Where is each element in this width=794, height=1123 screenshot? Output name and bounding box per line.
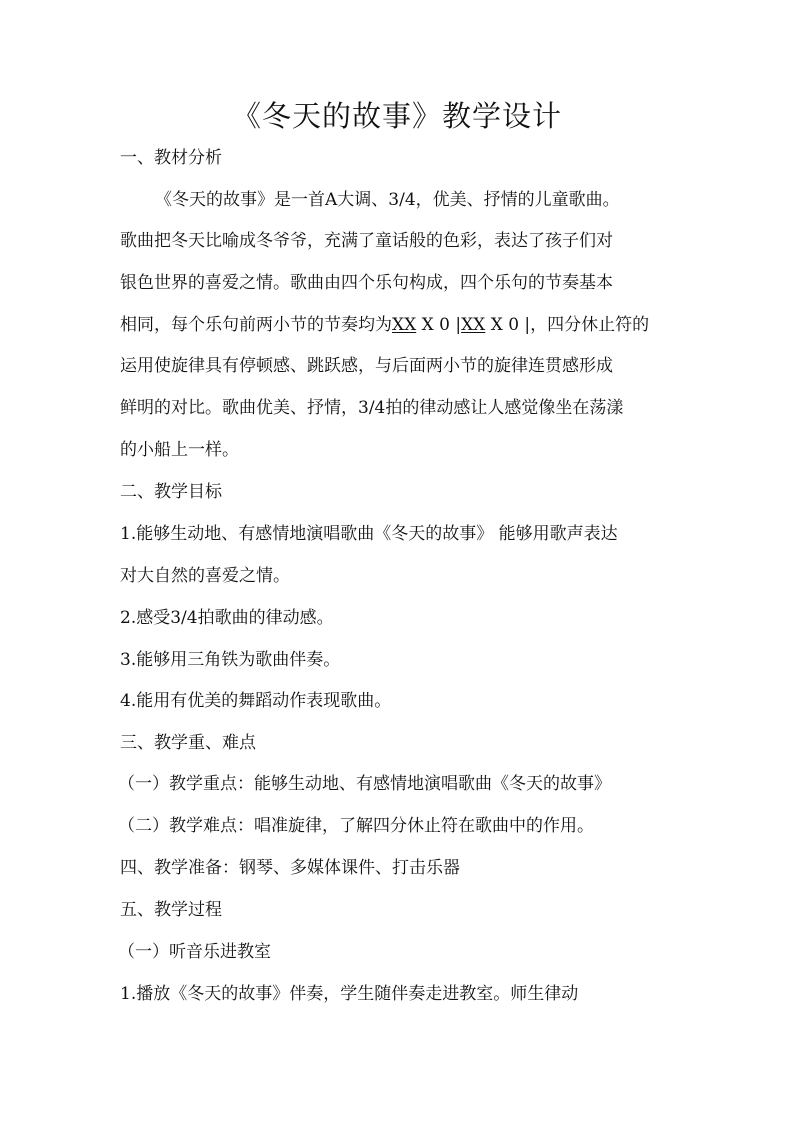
rhythm-underlined-2: XX [461,315,486,335]
keypoint-focus: （一）教学重点：能够生动地、有感情地演唱歌曲《冬天的故事》 [118,774,611,794]
section-heading-keypoints: 三、教学重、难点 [120,733,256,753]
rhythm-part-1: X 0 | [416,315,462,335]
analysis-line-2: 歌曲把冬天比喻成冬爷爷，充满了童话般的色彩，表达了孩子们对 [120,231,613,251]
section-heading-analysis: 一、教材分析 [120,148,222,168]
keypoint-difficulty: （二）教学难点：唱准旋律，了解四分休止符在歌曲中的作用。 [118,816,594,836]
analysis-line-4 [120,312,649,338]
analysis-line-5: 运用使旋律具有停顿感、跳跃感，与后面两小节的旋律连贯感形成 [120,356,613,376]
goal-2: 2.感受3/4拍歌曲的律动感。 [120,608,334,628]
goal-4: 4.能用有优美的舞蹈动作表现歌曲。 [120,691,392,711]
analysis-line-4-text: 相同，每个乐句前两小节的节奏均为 [120,315,392,335]
analysis-line-7: 的小船上一样。 [120,440,239,460]
section-heading-goals: 二、教学目标 [120,482,222,502]
goal-3: 3.能够用三角铁为歌曲伴奏。 [120,650,341,670]
analysis-line-6: 鲜明的对比。歌曲优美、抒情，3/4拍的律动感让人感觉像坐在荡漾 [120,398,624,418]
process-step-1: （一）听音乐进教室 [118,942,271,962]
process-step-1-item-1: 1.播放《冬天的故事》伴奏，学生随伴奏走进教室。师生律动 [120,984,579,1004]
section-heading-process: 五、教学过程 [120,900,222,920]
document-title: 《冬天的故事》教学设计 [231,99,562,133]
goal-1-line-2: 对大自然的喜爱之情。 [120,566,290,586]
goal-1-line-1: 1.能够生动地、有感情地演唱歌曲《冬天的故事》 能够用歌声表达 [120,524,618,544]
analysis-line-3: 银色世界的喜爱之情。歌曲由四个乐句构成，四个乐句的节奏基本 [120,273,613,293]
rhythm-underlined-1: XX [392,315,417,335]
analysis-line-4-tail: ，四分休止符的 [530,315,650,335]
section-heading-preparation: 四、教学准备：钢琴、多媒体课件、打击乐器 [120,858,460,878]
rhythm-part-2: X 0 | [485,315,531,335]
analysis-line-1: 《冬天的故事》是一首A大调、3/4，优美、抒情的儿童歌曲。 [155,190,620,210]
